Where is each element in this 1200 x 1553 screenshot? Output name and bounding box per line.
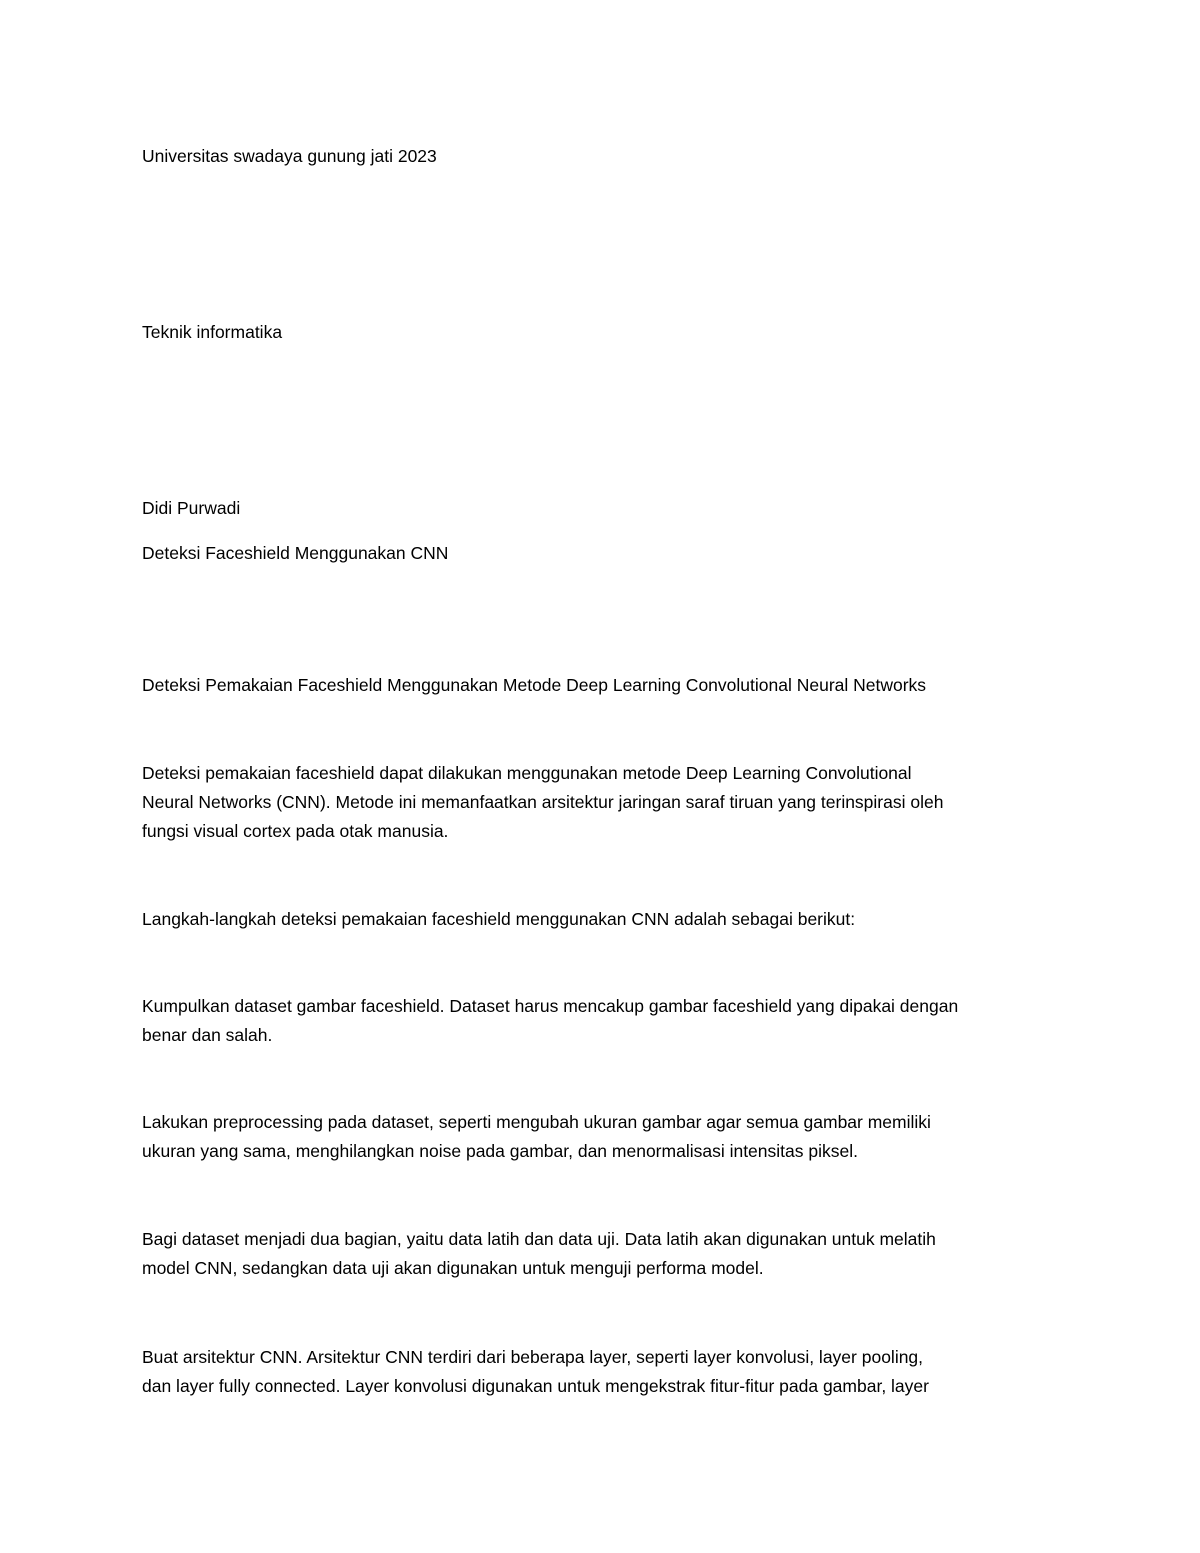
paragraph-line: benar dan salah. [142,1025,273,1045]
program-line: Teknik informatika [142,322,283,342]
paragraph-step-3 [142,1225,1057,1283]
paragraph-line: model CNN, sedangkan data uji akan digunakan untuk menguji performa model. [142,1258,764,1278]
paragraph-step-4 [142,1343,1057,1401]
paragraph-line: dan layer fully connected. Layer konvolusi digunakan untuk mengekstrak fitur-fitur pada gambar, layer [142,1376,929,1396]
paragraph-line: Kumpulkan dataset gambar faceshield. Dataset harus mencakup gambar faceshield yang dipakai dengan [142,996,959,1016]
paragraph-steps-intro [142,905,1057,934]
paragraph-step-1 [142,992,1057,1050]
paragraph-step-2 [142,1108,1057,1166]
full-title: Deteksi Pemakaian Faceshield Menggunakan Metode Deep Learning Convolutional Neural Networks [142,675,927,695]
author-name: Didi Purwadi [142,498,241,518]
paragraph-line: ukuran yang sama, menghilangkan noise pada gambar, dan menormalisasi intensitas piksel. [142,1141,858,1161]
paragraph-line: Deteksi pemakaian faceshield dapat dilakukan menggunakan metode Deep Learning Convolutional [142,763,912,783]
paragraph-line: Buat arsitektur CNN. Arsitektur CNN terdiri dari beberapa layer, seperti layer konvolusi, layer pooling, [142,1347,924,1367]
short-title: Deteksi Faceshield Menggunakan CNN [142,543,449,563]
university-line: Universitas swadaya gunung jati 2023 [142,146,437,166]
paragraph-line: Bagi dataset menjadi dua bagian, yaitu data latih dan data uji. Data latih akan digunakan untuk melatih [142,1229,936,1249]
paragraph-line: Neural Networks (CNN). Metode ini memanfaatkan arsitektur jaringan saraf tiruan yang terinspirasi oleh [142,792,944,812]
paragraph-line: Lakukan preprocessing pada dataset, seperti mengubah ukuran gambar agar semua gambar memiliki [142,1112,931,1132]
paragraph-line: Langkah-langkah deteksi pemakaian faceshield menggunakan CNN adalah sebagai berikut: [142,909,856,929]
paragraph-line: fungsi visual cortex pada otak manusia. [142,821,449,841]
paragraph-intro [142,759,1057,846]
